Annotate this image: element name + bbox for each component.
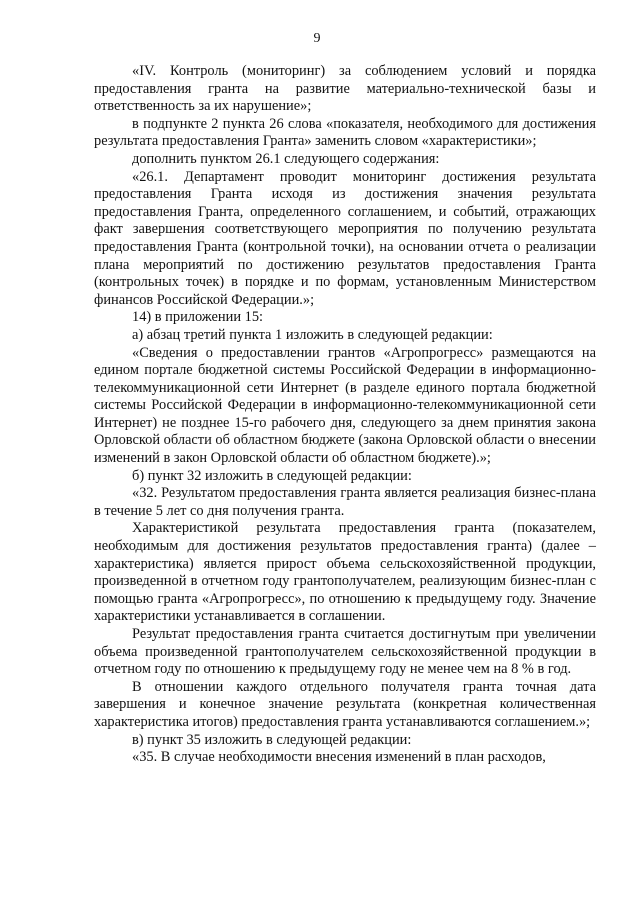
paragraph-each-recipient: В отношении каждого отдельного получателя гранта точная дата завершения и конечное значение результата (конкретная количественная характеристика итогов) предоставления гранта устанавливаются соглашением.»; [94,678,596,730]
paragraph-characteristic: Характеристикой результата предоставления гранта (показателем, необходимым для достижения результатов предоставления гранта) (далее – характеристика) является прирост объема сельскохозяйственной продукции, произведенной в отчетном году грантополучателем, реализующим бизнес-план с помощью гранта «Агропрогресс», по отношению к предыдущему году. Значение характеристики устанавливается в соглашении. [94,520,596,625]
paragraph-appendix-15: 14) в приложении 15: [132,309,264,326]
paragraph-grants-info: «Сведения о предоставлении грантов «Агропрогресс» размещаются на едином портале бюджетной системы Российской Федерации в информационно-телекоммуникационной сети Интернет (в разделе единого портала бюджетной системы Российской Федерации в информационно-телекоммуникационной сети Интернет) не позднее 15-го рабочего дня, следующего за днем принятия закона Орловской области об областном бюджете (закона Орловской области о внесении изменений в закон Орловской области об областном бюджете).»; [94,344,596,467]
paragraph-subitem-v: в) пункт 35 изложить в следующей редакции: [132,731,412,748]
paragraph-section-iv-heading: «IV. Контроль (мониторинг) за соблюдением условий и порядка предоставления гранта на развитие материально-технической базы и ответственность за их нарушение»; [94,63,596,115]
paragraph-result-achieved: Результат предоставления гранта считается достигнутым при увеличении объема произведенной грантополучателем сельскохозяйственной продукции в отчетном году по отношению к предыдущему году не менее чем на 8 % в год. [94,626,596,678]
paragraph-item-35-start: «35. В случае необходимости внесения изменений в план расходов, [132,749,546,766]
paragraph-subitem-a: а) абзац третий пункта 1 изложить в следующей редакции: [132,326,493,343]
paragraph-add-item-26-1: дополнить пунктом 26.1 следующего содержания: [132,150,440,167]
document-body [94,63,596,767]
paragraph-subitem-2-item-26: в подпункте 2 пункта 26 слова «показателя, необходимого для достижения результата предоставления Гранта» заменить словом «характеристики»; [94,115,596,150]
paragraph-subitem-b: б) пункт 32 изложить в следующей редакции: [132,467,412,484]
paragraph-item-32-result: «32. Результатом предоставления гранта является реализация бизнес-плана в течение 5 лет со дня получения гранта. [94,485,596,519]
paragraph-item-26-1-text: «26.1. Департамент проводит мониторинг достижения результата предоставления Гранта исходя из достижения значения результата предоставления Гранта, определенного соглашением, и событий, отражающих факт завершения соответствующего мероприятия по получению результата предоставления Гранта (контрольной точки), на основании отчета о реализации плана мероприятий по достижению результатов предоставления Гранта (контрольных точек) в порядке и по формам, установленным Министерством финансов Российской Федерации.»; [94,168,596,308]
page-number: 9 [313,31,321,46]
